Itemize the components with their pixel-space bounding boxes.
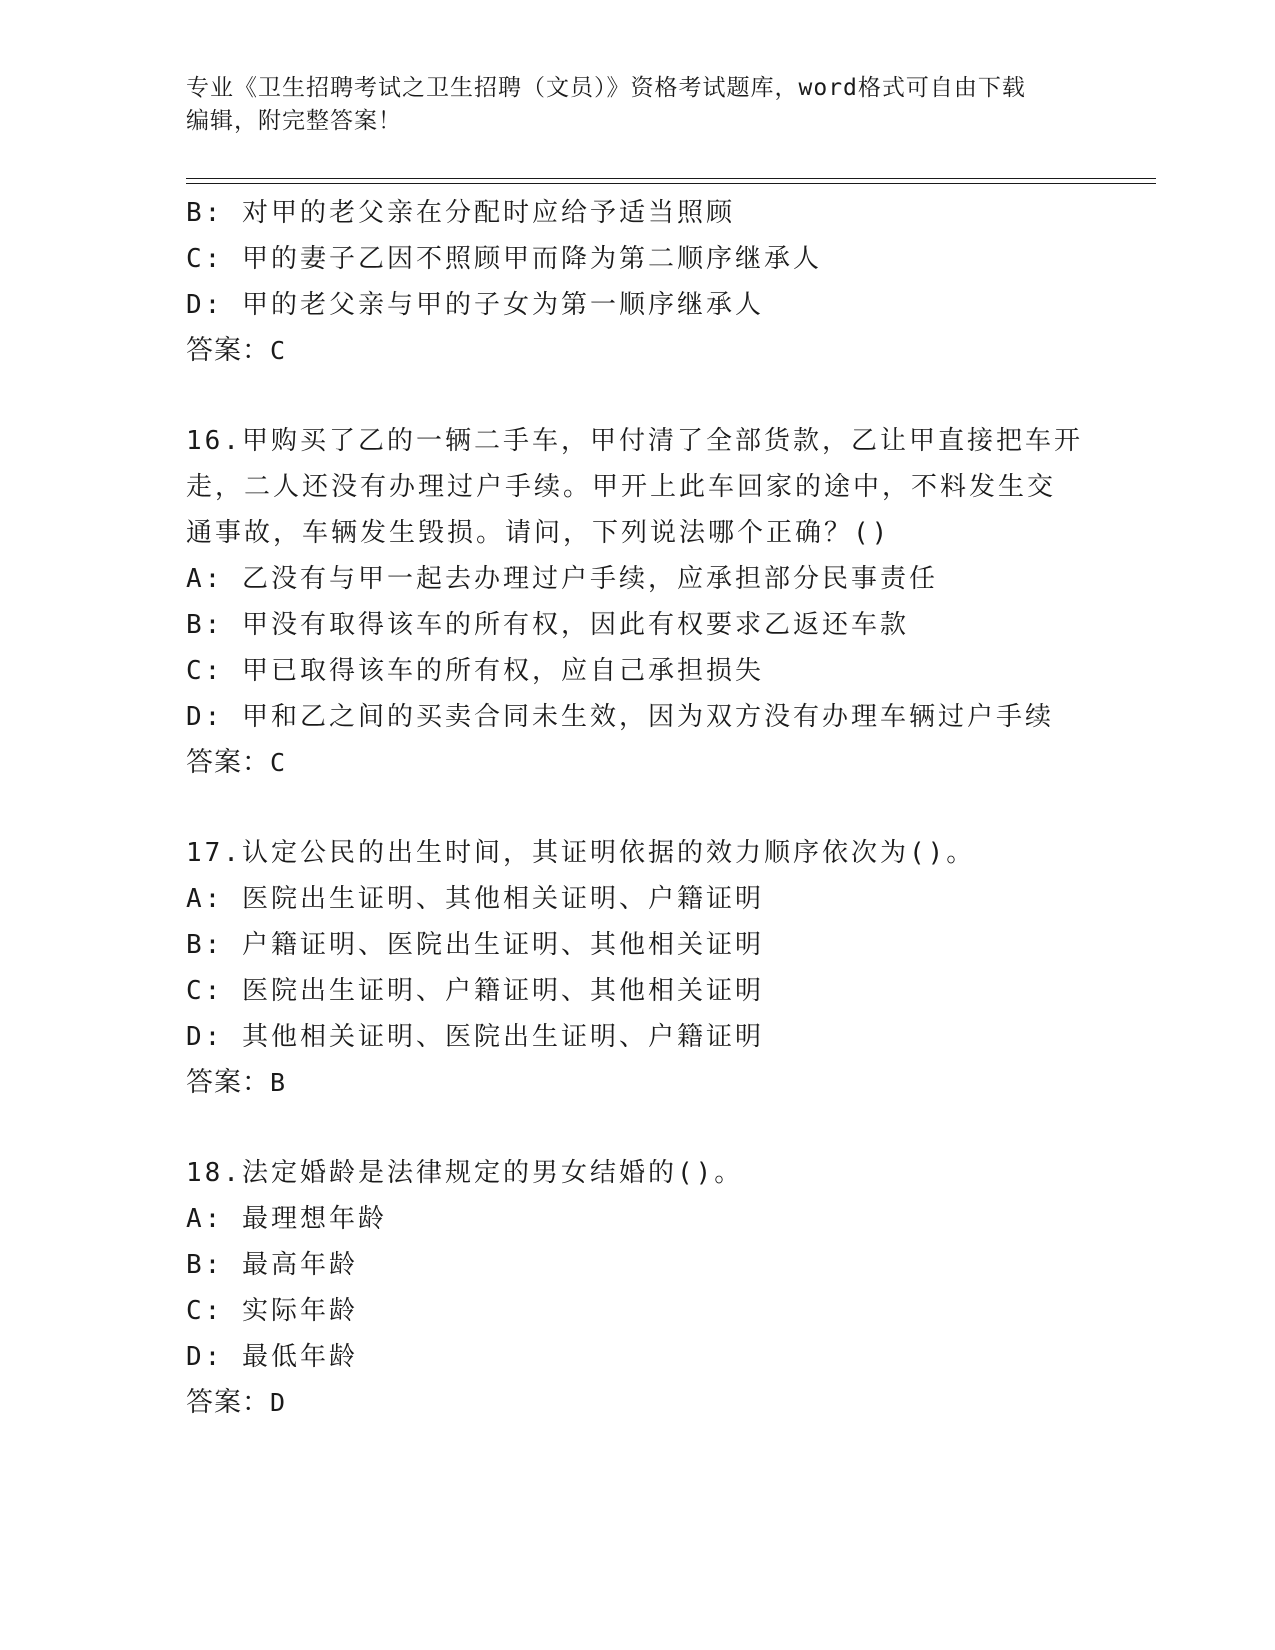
header-line-2: 编辑，附完整答案！ [186, 108, 402, 134]
option-b: B: 对甲的老父亲在分配时应给予适当照顾 [186, 198, 735, 228]
document-header [186, 72, 1086, 138]
question-16 [186, 418, 1156, 786]
answer-value: B [270, 1068, 287, 1097]
option-d: D: 最低年龄 [186, 1342, 358, 1372]
answer-label: 答案： [186, 1387, 270, 1418]
question-stem-line: 走，二人还没有办理过户手续。甲开上此车回家的途中，不料发生交 [186, 472, 1057, 502]
answer-value: D [270, 1388, 287, 1417]
option-d: D: 甲的老父亲与甲的子女为第一顺序继承人 [186, 290, 764, 320]
answer-line [186, 1380, 1156, 1426]
question-list [186, 190, 1156, 1426]
option-c: C: 医院出生证明、户籍证明、其他相关证明 [186, 976, 764, 1006]
option-b: B: 最高年龄 [186, 1250, 358, 1280]
answer-line [186, 1060, 1156, 1106]
option-c: C: 甲的妻子乙因不照顾甲而降为第二顺序继承人 [186, 244, 822, 274]
question-18 [186, 1150, 1156, 1426]
question-gap [186, 374, 1156, 418]
header-divider-top [186, 178, 1156, 179]
question-gap [186, 786, 1156, 830]
option-c: C: 甲已取得该车的所有权，应自己承担损失 [186, 656, 764, 686]
option-c: C: 实际年龄 [186, 1296, 358, 1326]
option-b: B: 户籍证明、医院出生证明、其他相关证明 [186, 930, 764, 960]
question-stem-line: 17.认定公民的出生时间，其证明依据的效力顺序依次为()。 [186, 838, 976, 868]
question-stem-line: 通事故，车辆发生毁损。请问，下列说法哪个正确？() [186, 518, 891, 548]
answer-label: 答案： [186, 747, 270, 778]
answer-line [186, 740, 1156, 786]
header-divider-bottom [186, 183, 1156, 184]
option-b: B: 甲没有取得该车的所有权，因此有权要求乙返还车款 [186, 610, 909, 640]
answer-line [186, 328, 1156, 374]
option-d: D: 其他相关证明、医院出生证明、户籍证明 [186, 1022, 764, 1052]
option-a: A: 最理想年龄 [186, 1204, 387, 1234]
header-line-1: 专业《卫生招聘考试之卫生招聘（文员）》资格考试题库，word格式可自由下载 [186, 75, 1026, 101]
question-stem-line: 16.甲购买了乙的一辆二手车，甲付清了全部货款，乙让甲直接把车开 [186, 426, 1083, 456]
answer-value: C [270, 748, 287, 777]
option-a: A: 乙没有与甲一起去办理过户手续，应承担部分民事责任 [186, 564, 938, 594]
question-gap [186, 1106, 1156, 1150]
option-d: D: 甲和乙之间的买卖合同未生效，因为双方没有办理车辆过户手续 [186, 702, 1054, 732]
question-stem-line: 18.法定婚龄是法律规定的男女结婚的()。 [186, 1158, 744, 1188]
question-15-tail [186, 190, 1156, 374]
answer-value: C [270, 336, 287, 365]
answer-label: 答案： [186, 335, 270, 366]
answer-label: 答案： [186, 1067, 270, 1098]
question-17 [186, 830, 1156, 1106]
option-a: A: 医院出生证明、其他相关证明、户籍证明 [186, 884, 764, 914]
